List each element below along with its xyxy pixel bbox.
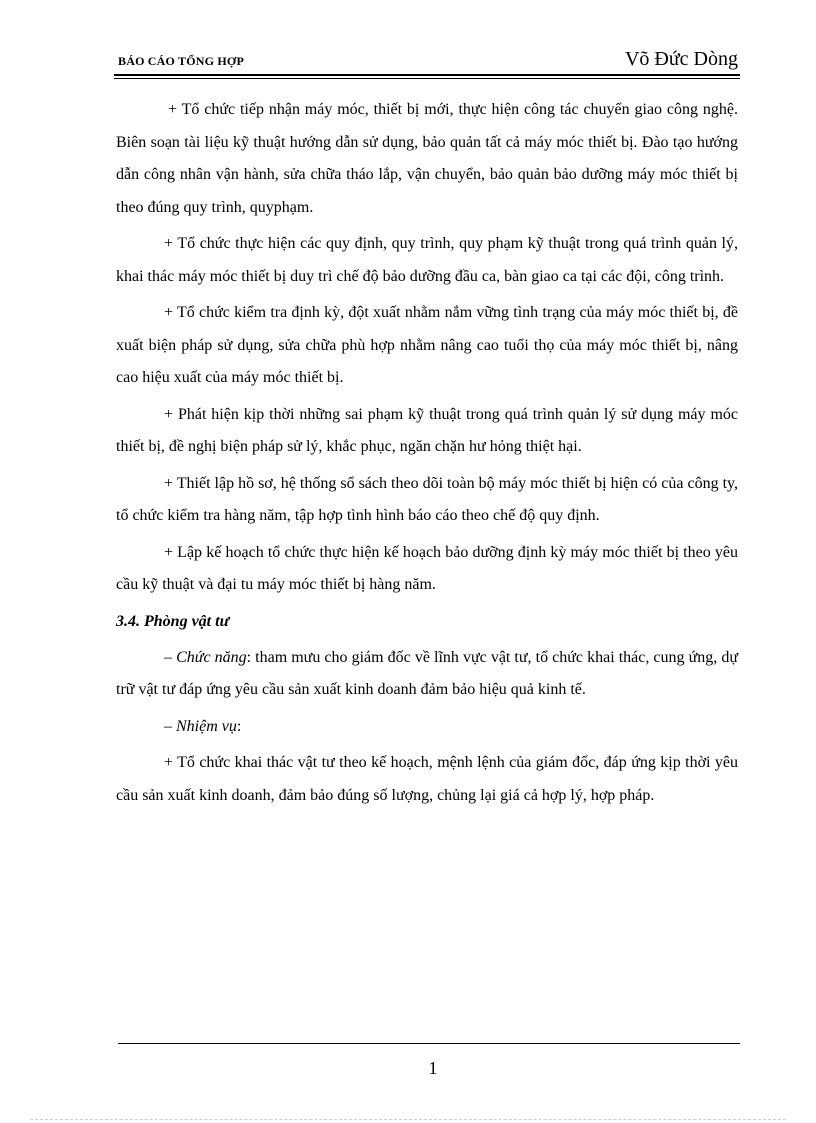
- paragraph-violations: + Phát hiện kịp thời những sai phạm kỹ thuật trong quá trình quản lý sử dụng máy móc thiết bị, đề nghị biện pháp sử lý, khắc phục, ngăn chặn hư hỏng thiệt hại.: [116, 405, 738, 455]
- page-edge-divider: [30, 1119, 786, 1120]
- header-left-title: BÁO CÁO TỔNG HỢP: [118, 54, 244, 68]
- section-heading: 3.4. Phòng vật tư: [116, 612, 230, 630]
- function-text: : tham mưu cho giám đốc về lĩnh vực vật tư, tổ chức khai thác, cung ứng, dự trữ vật tư đáp ứng yêu cầu sản xuất kinh doanh đảm bảo hiệu quả kinh tế.: [116, 648, 739, 698]
- footer-rule: [118, 1043, 740, 1044]
- page-number: 1: [428, 1058, 438, 1078]
- paragraph-records: + Thiết lập hồ sơ, hệ thống sổ sách theo dõi toàn bộ máy móc thiết bị hiện có của công ty, tổ chức kiểm tra hàng năm, tập hợp tình hình báo cáo theo chế độ quy định.: [116, 474, 738, 524]
- paragraph-inspection: + Tổ chức kiểm tra định kỳ, đột xuất nhằm nắm vững tình trạng của máy móc thiết bị, đề xuất biện pháp sử dụng, sửa chữa phù hợp nhằm nâng cao tuổi thọ của máy móc thiết bị, nâng cao hiệu xuất của máy móc thiết bị.: [116, 304, 738, 386]
- paragraph-regulations: + Tổ chức thực hiện các quy định, quy trình, quy phạm kỹ thuật trong quá trình quản lý, khai thác máy móc thiết bị duy trì chế độ bảo dưỡng đầu ca, bàn giao ca tại các đội, công trình.: [116, 235, 738, 285]
- paragraph-supply: + Tổ chức khai thác vật tư theo kế hoạch, mệnh lệnh của giám đốc, đáp ứng kịp thời yêu cầu sản xuất kinh doanh, đảm bảo đúng số lượng, chủng lại giá cả hợp lý, hợp pháp.: [116, 754, 738, 804]
- paragraph-duty-label: [116, 711, 738, 744]
- paragraph-function: [116, 642, 738, 707]
- duty-colon: :: [236, 717, 242, 735]
- header-author: Võ Đức Dòng: [624, 48, 738, 70]
- paragraph-maintenance-plan: + Lập kế hoạch tổ chức thực hiện kế hoạch bảo dưỡng định kỳ máy móc thiết bị theo yêu cầu kỹ thuật và đại tu máy móc thiết bị hàng năm.: [116, 543, 738, 593]
- header-rule: [114, 74, 740, 79]
- paragraph-equipment-reception: + Tổ chức tiếp nhận máy móc, thiết bị mới, thực hiện công tác chuyển giao công nghệ. Biên soạn tài liệu kỹ thuật hướng dẫn sử dụng, bảo quản tất cả máy móc thiết bị. Đào tạo hướng dẫn công nhân vận hành, sửa chữa tháo lắp, vận chuyển, bảo quản bảo dưỡng máy móc thiết bị theo đúng quy trình, quyphạm.: [116, 101, 738, 216]
- function-label: – Chức năng: [164, 648, 247, 666]
- duty-label: – Nhiệm vụ: [164, 717, 237, 735]
- document-body: [116, 94, 738, 816]
